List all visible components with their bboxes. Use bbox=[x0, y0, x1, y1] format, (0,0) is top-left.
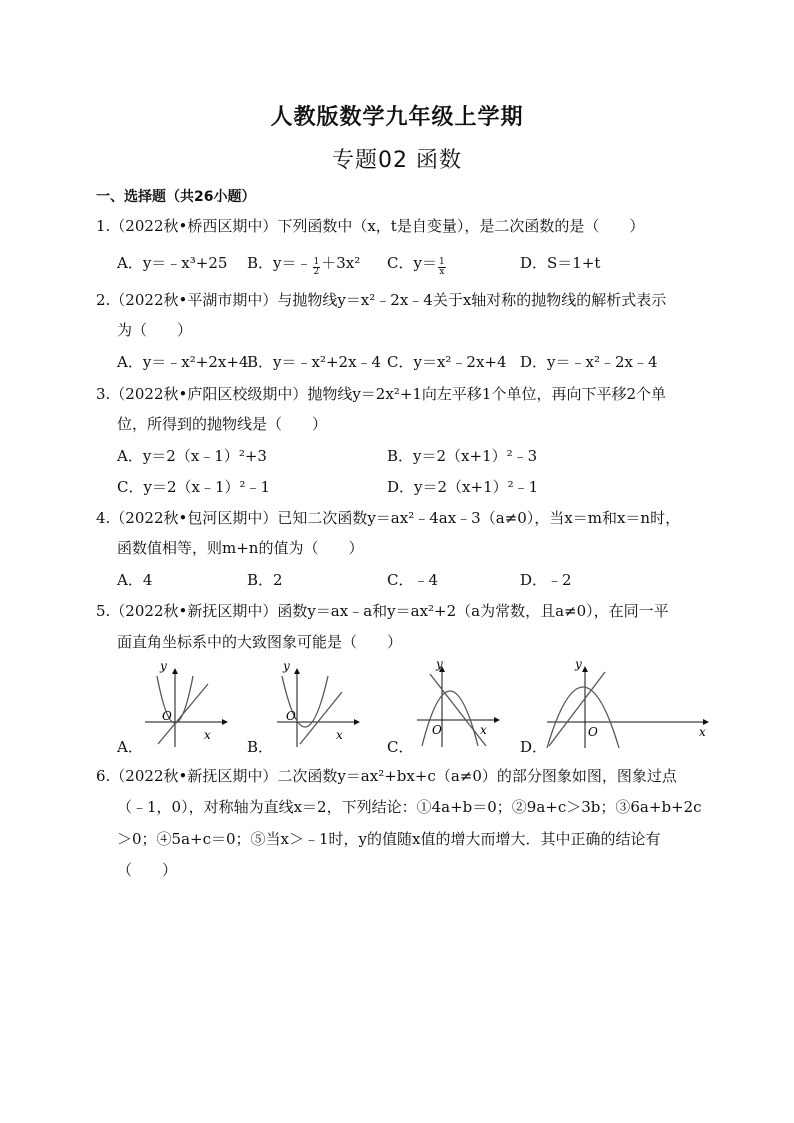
q6-stem-line2: （﹣1，0），对称轴为直线x＝2，下列结论：①4a+b＝0；②9a+c＞3b；③6a+b+2c bbox=[117, 798, 702, 816]
q1-option-d: D．S＝1+t bbox=[520, 254, 601, 272]
q3-option-b: B．y＝2（x+1）²﹣3 bbox=[387, 447, 538, 465]
x-label: x bbox=[480, 723, 487, 737]
q1-option-b-suffix: ＋3x² bbox=[321, 254, 361, 272]
q6-stem-line4: （ ） bbox=[117, 861, 178, 879]
x-axis-arrow bbox=[494, 717, 500, 723]
q5-graph-b bbox=[272, 662, 362, 752]
q1-option-b-fraction bbox=[313, 258, 321, 277]
x-axis-arrow bbox=[222, 719, 228, 725]
origin-label: O bbox=[286, 709, 296, 723]
q5-graph-c-label: C． bbox=[387, 738, 414, 756]
q5-graph-a bbox=[140, 662, 230, 752]
q1-option-a: A．y＝﹣x³+25 bbox=[117, 254, 228, 272]
q1-option-c-fraction bbox=[438, 258, 446, 277]
q1-option-c bbox=[387, 253, 447, 277]
x-label: x bbox=[204, 728, 211, 742]
q3-option-d: D．y＝2（x+1）²﹣1 bbox=[387, 478, 539, 496]
q1-c-denominator: x bbox=[439, 267, 445, 277]
q4-stem-line2: 函数值相等，则m+n的值为（ ） bbox=[117, 539, 364, 557]
x-label: x bbox=[699, 725, 706, 739]
q4-stem-line1: 4.（2022秋•包河区期中）已知二次函数y＝ax²﹣4ax﹣3（a≠0），当x＝m和x＝n时， bbox=[96, 509, 681, 527]
y-label: y bbox=[575, 660, 582, 671]
document-subtitle: 专题02 函数 bbox=[332, 148, 462, 173]
q5-graph-c bbox=[412, 660, 502, 752]
y-label: y bbox=[436, 660, 443, 671]
q2-option-c: C．y＝x²﹣2x+4 bbox=[387, 353, 507, 371]
q4-option-a: A．4 bbox=[117, 571, 153, 589]
q2-option-d: D．y＝﹣x²﹣2x﹣4 bbox=[520, 353, 658, 371]
q5-graph-d-label: D． bbox=[520, 738, 548, 756]
q5-stem-line1: 5.（2022秋•新抚区期中）函数y＝ax﹣a和y＝ax²+2（a为常数，且a≠0），在同一平 bbox=[96, 602, 669, 620]
parabola bbox=[547, 687, 619, 748]
section-heading: 一、选择题（共26小题） bbox=[96, 189, 256, 205]
q1-option-b bbox=[247, 253, 360, 277]
q5-graph-b-label: B． bbox=[247, 738, 274, 756]
q6-stem-line1: 6.（2022秋•新抚区期中）二次函数y＝ax²+bx+c（a≠0）的部分图象如图，图象过点 bbox=[96, 767, 677, 785]
origin-label: O bbox=[432, 723, 442, 737]
q3-stem-line1: 3.（2022秋•庐阳区校级期中）抛物线y＝2x²+1向左平移1个单位，再向下平移2个单 bbox=[96, 385, 667, 403]
q3-option-a: A．y＝2（x﹣1）²+3 bbox=[117, 447, 267, 465]
q1-b-denominator: 2 bbox=[313, 267, 320, 277]
q4-option-b: B．2 bbox=[247, 571, 283, 589]
origin-label: O bbox=[588, 725, 598, 739]
origin-label: O bbox=[162, 709, 172, 723]
q1-c-numerator: 1 bbox=[438, 257, 445, 267]
x-axis-arrow bbox=[354, 719, 360, 725]
q5-stem-line2: 面直角坐标系中的大致图象可能是（ ） bbox=[117, 633, 403, 651]
q6-stem-line3: ＞0；④5a+c＝0；⑤当x＞﹣1时，y的值随x值的增大而增大．其中正确的结论有 bbox=[117, 830, 661, 848]
q3-stem-line2: 位，所得到的抛物线是（ ） bbox=[117, 415, 328, 433]
y-axis-arrow bbox=[294, 668, 300, 674]
q1-option-b-prefix: B．y＝﹣ bbox=[247, 254, 312, 272]
q1-option-c-prefix: C．y＝ bbox=[387, 254, 437, 272]
q5-graph-d bbox=[545, 660, 715, 752]
y-axis-arrow bbox=[172, 668, 178, 674]
x-label: x bbox=[336, 728, 343, 742]
document-title: 人教版数学九年级上学期 bbox=[270, 105, 524, 130]
q3-option-c: C．y＝2（x﹣1）²﹣1 bbox=[117, 478, 271, 496]
q2-option-b: B．y＝﹣x²+2x﹣4 bbox=[247, 353, 382, 371]
y-axis-arrow bbox=[582, 666, 588, 672]
q2-stem-line1: 2.（2022秋•平湖市期中）与抛物线y＝x²﹣2x﹣4关于x轴对称的抛物线的解析式表示 bbox=[96, 291, 667, 309]
q4-option-d: D．﹣2 bbox=[520, 571, 572, 589]
q2-option-a: A．y＝﹣x²+2x+4 bbox=[117, 353, 249, 371]
q1-b-numerator: 1 bbox=[313, 257, 320, 267]
q2-stem-line2: 为（ ） bbox=[117, 321, 193, 339]
q4-option-c: C．﹣4 bbox=[387, 571, 439, 589]
q5-graph-a-label: A． bbox=[117, 738, 143, 756]
y-label: y bbox=[283, 662, 290, 673]
y-label: y bbox=[160, 662, 167, 673]
q1-stem: 1.（2022秋•桥西区期中）下列函数中（x，t是自变量），是二次函数的是（ ） bbox=[96, 217, 645, 235]
